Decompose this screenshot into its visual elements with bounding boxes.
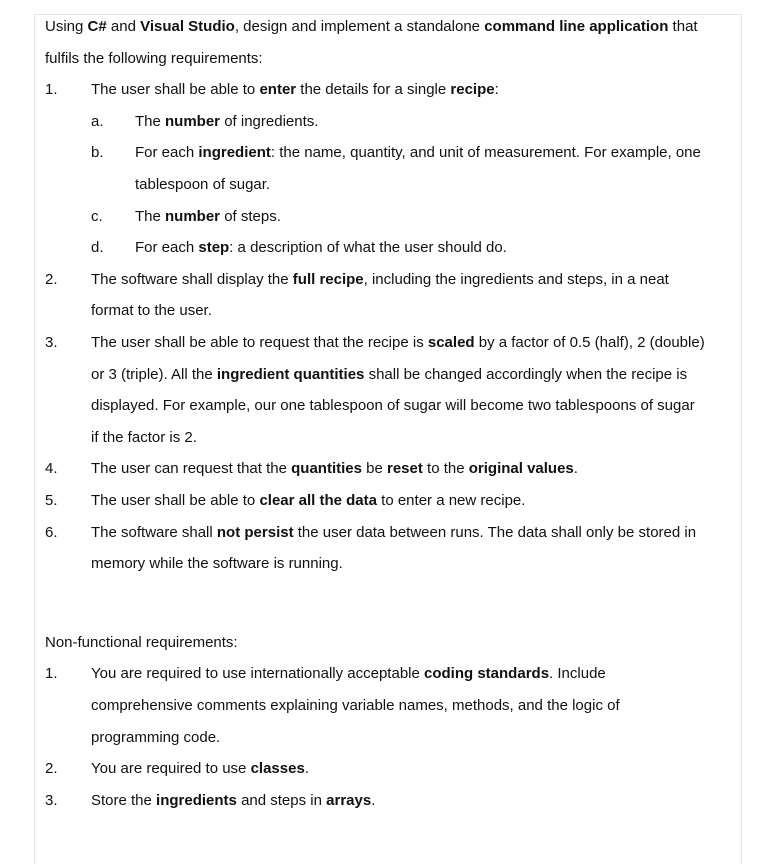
text: The user shall be able to	[91, 81, 260, 99]
text: The user shall be able to	[91, 492, 260, 509]
bold-text: C#	[87, 18, 107, 35]
text: You are required to use internationally acceptable	[91, 665, 425, 683]
bold-text: enter	[259, 81, 297, 99]
bold-text: ingredients	[156, 791, 237, 809]
text: The software shall	[91, 523, 217, 541]
bold-text: quantities	[291, 460, 362, 478]
text: and	[106, 18, 141, 35]
text: , design and implement a standalone	[234, 18, 485, 35]
bold-text: reset	[387, 460, 423, 478]
requirement-line	[91, 428, 197, 448]
list-number: 5.	[45, 492, 58, 509]
text: the user data between runs. The data shall only be stored in	[293, 523, 697, 541]
bold-text: number	[165, 207, 221, 225]
requirement-line	[91, 491, 525, 511]
list-number: 4.	[45, 460, 58, 478]
requirement-line	[91, 80, 499, 100]
bold-text: number	[165, 112, 221, 130]
requirement-line	[91, 728, 220, 748]
requirement-line	[91, 664, 606, 684]
sub-requirement-line	[135, 238, 507, 258]
bold-text: full recipe	[292, 270, 364, 288]
bold-text: scaled	[427, 334, 475, 351]
text: programming code.	[91, 728, 221, 746]
text: .	[304, 760, 309, 778]
bold-text: step	[198, 239, 230, 257]
requirement-line	[91, 396, 695, 416]
bold-text: not persist	[216, 523, 294, 541]
list-number: c.	[91, 207, 103, 225]
text: You are required to use	[91, 760, 251, 778]
text: if the factor is 2.	[91, 428, 197, 446]
list-number: 1.	[45, 81, 58, 99]
text: of steps.	[220, 207, 281, 225]
list-number: 2.	[45, 270, 58, 288]
text: The	[135, 207, 166, 225]
text: , including the ingredients and steps, in a neat	[363, 270, 669, 288]
list-number: 3.	[45, 791, 58, 809]
text: The software shall display the	[91, 270, 293, 288]
bold-text: Visual Studio	[140, 18, 235, 35]
text: the details for a single	[296, 81, 451, 99]
intro-line	[45, 49, 263, 69]
requirement-line	[91, 270, 669, 290]
bold-text: arrays	[326, 791, 372, 809]
bold-text: coding standards	[424, 665, 550, 683]
text: format to the user.	[91, 302, 212, 320]
requirement-line	[91, 759, 309, 779]
section-heading: Non-functional requirements:	[45, 633, 238, 651]
list-number: d.	[91, 239, 104, 257]
intro-line	[45, 17, 698, 37]
text: displayed. For example, our one tablespoon of sugar will become two tablespoons of sugar	[91, 397, 695, 415]
text: shall be changed accordingly when the recipe is	[364, 365, 688, 383]
requirement-line	[91, 333, 705, 353]
requirement-line	[91, 696, 620, 716]
text: memory while the software is running.	[91, 555, 343, 573]
list-number: b.	[91, 144, 104, 162]
text: comprehensive comments explaining variable names, methods, and the logic of	[91, 697, 620, 714]
bold-text: command line application	[484, 18, 669, 35]
text: .	[371, 791, 376, 809]
sub-requirement-line	[135, 112, 318, 132]
text: .	[573, 460, 578, 478]
text: : the name, quantity, and unit of measurement. For example, one	[270, 144, 701, 162]
text: fulfils the following requirements:	[45, 49, 263, 67]
requirement-line	[91, 523, 696, 543]
text: . Include	[549, 665, 606, 683]
sub-requirement-line	[135, 143, 701, 163]
requirement-line	[91, 365, 687, 385]
requirement-line	[91, 554, 343, 574]
text: For each	[135, 239, 199, 257]
bold-text: clear all the data	[259, 492, 377, 509]
list-number: 2.	[45, 760, 58, 778]
sub-requirement-line	[135, 175, 270, 195]
text: For each	[135, 144, 199, 162]
bold-text: classes	[250, 760, 305, 778]
text: Using	[45, 18, 88, 35]
text: : a description of what the user should do.	[229, 239, 507, 257]
bold-text: recipe	[450, 81, 495, 99]
list-number: 1.	[45, 665, 58, 683]
text: The user shall be able to request that the recipe is	[91, 334, 428, 351]
list-number: 3.	[45, 334, 58, 351]
text: The	[135, 112, 166, 130]
text: :	[494, 81, 499, 99]
text: Store the	[91, 791, 157, 809]
text: The user can request that the	[91, 460, 292, 478]
text: or 3 (triple). All the	[91, 365, 217, 383]
list-number: a.	[91, 112, 104, 130]
requirement-line	[91, 459, 578, 479]
text: by a factor of 0.5 (half), 2 (double)	[474, 334, 705, 351]
text: of ingredients.	[220, 112, 319, 130]
list-number: 6.	[45, 523, 58, 541]
requirement-line	[91, 791, 375, 811]
text: be	[361, 460, 387, 478]
sub-requirement-line	[135, 207, 281, 227]
requirement-line	[91, 301, 212, 321]
bold-text: original values	[468, 460, 574, 478]
text: that	[668, 18, 698, 35]
text: tablespoon of sugar.	[135, 176, 271, 193]
text: and steps in	[236, 791, 327, 809]
text: to enter a new recipe.	[377, 492, 526, 509]
bold-text: ingredient	[198, 144, 271, 162]
bold-text: ingredient quantities	[216, 365, 365, 383]
text: to the	[422, 460, 469, 478]
